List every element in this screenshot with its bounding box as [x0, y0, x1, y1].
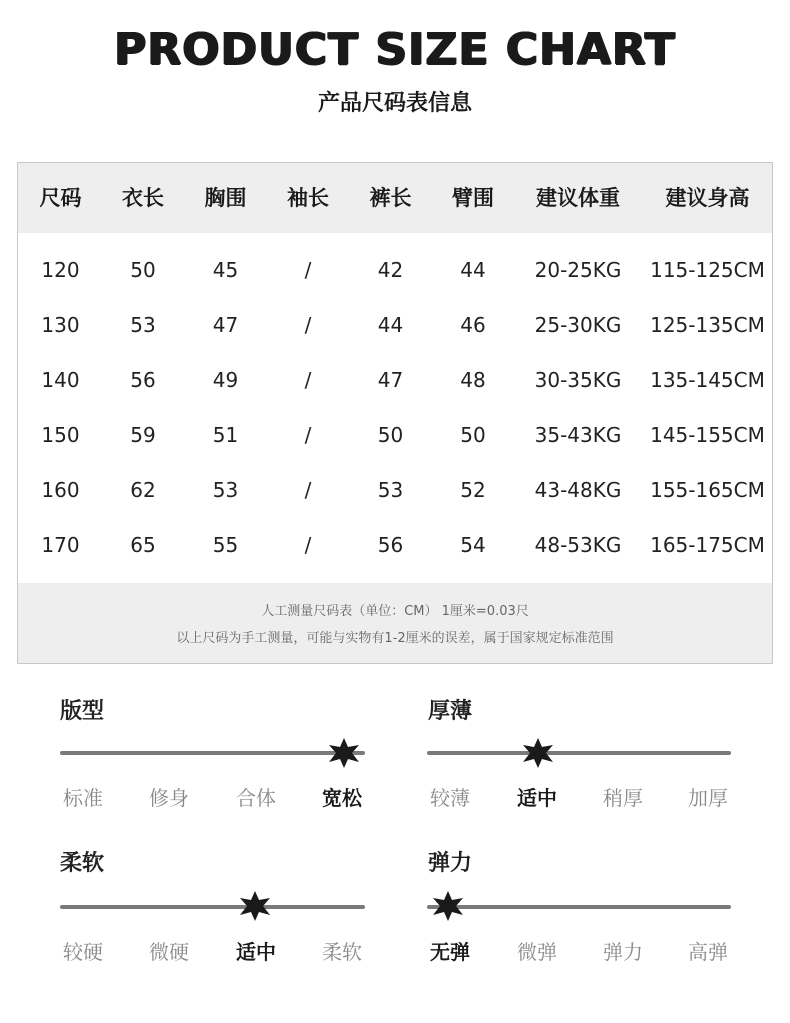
table-cell: 125-135CM — [650, 313, 765, 337]
scale-track — [60, 751, 365, 755]
scale-option: 修身 — [149, 786, 189, 810]
splat-marker-icon — [430, 888, 466, 924]
table-cell: 155-165CM — [650, 478, 765, 502]
scale-track — [427, 751, 731, 755]
table-cell: / — [304, 423, 312, 447]
column-header: 胸围 — [204, 186, 247, 210]
table-cell: 47 — [212, 313, 239, 337]
scale-track — [427, 905, 731, 909]
scale-title: 柔软 — [60, 851, 105, 876]
table-cell: 42 — [377, 258, 404, 282]
table-cell: / — [304, 478, 312, 502]
table-cell: 49 — [212, 368, 239, 392]
table-footer — [18, 583, 772, 663]
table-cell: 35-43KG — [534, 423, 622, 447]
table-cell: 50 — [130, 258, 156, 282]
page-subtitle: 产品尺码表信息 — [317, 91, 472, 116]
table-row — [18, 353, 772, 408]
table-cell: 50 — [460, 423, 486, 447]
table-header — [18, 163, 772, 233]
scale-option-selected: 无弹 — [430, 940, 470, 964]
table-cell: 30-35KG — [534, 368, 622, 392]
table-cell: 48 — [460, 368, 486, 392]
table-row — [18, 463, 772, 518]
table-cell: 50 — [377, 423, 404, 447]
table-row — [18, 518, 772, 573]
table-cell: 56 — [130, 368, 156, 392]
page-title: PRODUCT SIZE CHART — [114, 24, 676, 75]
table-cell: 65 — [130, 533, 156, 557]
table-cell: 53 — [212, 478, 239, 502]
column-header: 建议身高 — [665, 186, 750, 210]
table-cell: 46 — [460, 313, 486, 337]
table-cell: 44 — [377, 313, 404, 337]
tolerance-note: 以上尺码为手工测量，可能与实物有1-2厘米的误差，属于国家规定标准范围 — [176, 631, 614, 646]
table-cell: 170 — [41, 533, 80, 557]
table-cell: 135-145CM — [650, 368, 765, 392]
scale-option-selected: 适中 — [236, 940, 276, 964]
table-cell: 62 — [130, 478, 156, 502]
scale-track — [60, 905, 365, 909]
table-cell: 25-30KG — [534, 313, 622, 337]
column-header: 尺码 — [39, 186, 82, 210]
splat-marker-icon — [520, 735, 556, 771]
scale-option: 加厚 — [688, 786, 728, 810]
scale-option: 微弹 — [517, 940, 557, 964]
table-cell: 150 — [41, 423, 80, 447]
table-cell: 53 — [130, 313, 156, 337]
table-cell: 45 — [212, 258, 239, 282]
table-cell: / — [304, 313, 312, 337]
table-cell: 52 — [460, 478, 486, 502]
table-cell: 140 — [41, 368, 80, 392]
table-cell: 54 — [460, 533, 486, 557]
scale-option: 弹力 — [603, 940, 643, 964]
scale-option: 稍厚 — [603, 786, 643, 810]
scale-option-selected: 适中 — [517, 786, 557, 810]
table-cell: 44 — [460, 258, 486, 282]
column-header: 臂围 — [452, 186, 494, 210]
scale-title: 版型 — [60, 699, 105, 724]
table-cell: 47 — [377, 368, 404, 392]
splat-marker-icon — [237, 888, 273, 924]
scale-option-selected: 宽松 — [322, 786, 362, 810]
table-cell: 56 — [377, 533, 404, 557]
scale-option: 较硬 — [63, 940, 103, 964]
scale-title: 弹力 — [428, 851, 473, 876]
scale-option: 微硬 — [149, 940, 189, 964]
table-cell: 160 — [41, 478, 80, 502]
column-header: 建议体重 — [536, 186, 620, 210]
measurement-note: 人工测量尺码表（单位：CM） 1厘米=0.03尺 — [261, 604, 529, 619]
table-cell: 59 — [130, 423, 156, 447]
scale-option: 高弹 — [688, 940, 728, 964]
table-cell: / — [304, 533, 312, 557]
scale-option: 标准 — [63, 786, 103, 810]
table-cell: 115-125CM — [650, 258, 765, 282]
table-row — [18, 243, 772, 298]
table-cell: 130 — [41, 313, 80, 337]
table-cell: 120 — [41, 258, 80, 282]
table-row — [18, 408, 772, 463]
column-header: 裤长 — [369, 186, 412, 210]
column-header: 衣长 — [122, 186, 164, 210]
table-cell: / — [304, 258, 312, 282]
scale-option: 合体 — [236, 786, 276, 810]
table-cell: 165-175CM — [650, 533, 765, 557]
table-cell: 55 — [212, 533, 239, 557]
table-cell: 51 — [212, 423, 239, 447]
table-cell: 145-155CM — [650, 423, 765, 447]
column-header: 袖长 — [287, 186, 329, 210]
scale-title: 厚薄 — [428, 699, 473, 724]
scale-option: 较薄 — [430, 786, 470, 810]
table-cell: 48-53KG — [534, 533, 622, 557]
table-cell: 53 — [377, 478, 404, 502]
table-cell: 20-25KG — [534, 258, 622, 282]
table-cell: 43-48KG — [534, 478, 622, 502]
splat-marker-icon — [326, 735, 362, 771]
table-row — [18, 298, 772, 353]
size-table — [17, 162, 773, 664]
table-cell: / — [304, 368, 312, 392]
scale-option: 柔软 — [322, 940, 362, 964]
